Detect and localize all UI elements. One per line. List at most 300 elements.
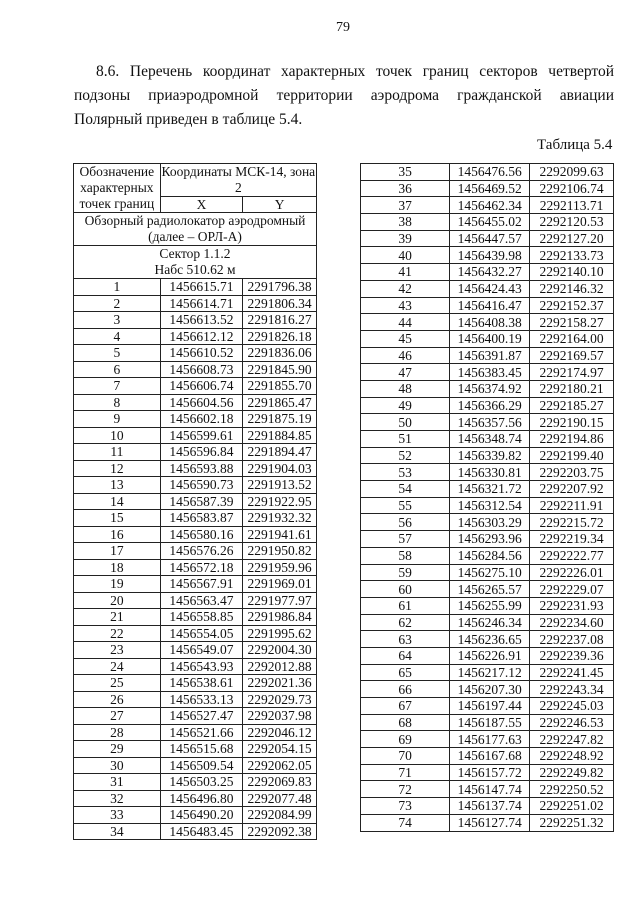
table-row [361,614,614,631]
cell-x: 1456567.91 [160,576,243,593]
table-row [74,345,317,362]
table-row [361,781,614,798]
cell-x: 1456490.20 [160,807,243,824]
cell-point: 52 [361,447,450,464]
cell-point: 47 [361,364,450,381]
cell-y: 2292190.15 [530,414,614,431]
table-row [74,394,317,411]
cell-point: 67 [361,698,450,715]
cell-point: 5 [74,345,161,362]
table-row [74,691,317,708]
table-row [361,731,614,748]
cell-x: 1456599.61 [160,427,243,444]
cell-x: 1456503.25 [160,774,243,791]
cell-point: 51 [361,431,450,448]
cell-point: 29 [74,741,161,758]
cell-x: 1456558.85 [160,609,243,626]
cell-y: 2291836.06 [243,345,317,362]
table-row [361,247,614,264]
table-row [361,531,614,548]
cell-x: 1456469.52 [450,180,530,197]
cell-y: 2292219.34 [530,531,614,548]
cell-point: 19 [74,576,161,593]
cell-point: 10 [74,427,161,444]
cell-y: 2292099.63 [530,164,614,181]
cell-y: 2292194.86 [530,431,614,448]
cell-x: 1456538.61 [160,675,243,692]
cell-y: 2292246.53 [530,714,614,731]
table-row [361,264,614,281]
cell-x: 1456321.72 [450,481,530,498]
cell-x: 1456602.18 [160,411,243,428]
cell-point: 2 [74,295,161,312]
cell-x: 1456303.29 [450,514,530,531]
cell-point: 35 [361,164,450,181]
cell-y: 2291845.90 [243,361,317,378]
cell-point: 21 [74,609,161,626]
table-caption: Таблица 5.4 [537,137,613,153]
cell-y: 2292069.83 [243,774,317,791]
table-row [361,631,614,648]
cell-x: 1456613.52 [160,312,243,329]
table-row [361,347,614,364]
cell-x: 1456554.05 [160,625,243,642]
cell-x: 1456177.63 [450,731,530,748]
object-name: Обзорный радиолокатор аэродромный (далее – ОРЛ-А) [74,213,317,246]
cell-point: 37 [361,197,450,214]
cell-x: 1456207.30 [450,681,530,698]
cell-point: 71 [361,764,450,781]
cell-y: 2291977.97 [243,592,317,609]
cell-y: 2292174.97 [530,364,614,381]
header-coordinates: Координаты МСК-14, зона 2 [161,164,316,195]
cell-point: 57 [361,531,450,548]
cell-y: 2292222.77 [530,547,614,564]
cell-y: 2292215.72 [530,514,614,531]
cell-point: 43 [361,297,450,314]
cell-x: 1456610.52 [160,345,243,362]
cell-x: 1456157.72 [450,764,530,781]
cell-y: 2292146.32 [530,280,614,297]
cell-x: 1456593.88 [160,460,243,477]
cell-point: 64 [361,647,450,664]
table-row [74,279,317,296]
cell-y: 2292226.01 [530,564,614,581]
table-row [74,543,317,560]
sector-info [74,246,317,279]
cell-point: 66 [361,681,450,698]
table-row [74,774,317,791]
cell-y: 2292245.03 [530,698,614,715]
cell-point: 14 [74,493,161,510]
cell-point: 31 [74,774,161,791]
cell-y: 2291941.61 [243,526,317,543]
cell-y: 2291932.32 [243,510,317,527]
cell-point: 13 [74,477,161,494]
header-x: X [160,197,243,213]
table-row [74,493,317,510]
table-row [361,280,614,297]
cell-y: 2292251.02 [530,798,614,815]
cell-y: 2291969.01 [243,576,317,593]
cell-point: 38 [361,214,450,231]
cell-point: 58 [361,547,450,564]
cell-y: 2292241.45 [530,664,614,681]
cell-x: 1456612.12 [160,328,243,345]
cell-x: 1456348.74 [450,431,530,448]
table-row [361,431,614,448]
cell-x: 1456400.19 [450,330,530,347]
cell-y: 2292106.74 [530,180,614,197]
cell-y: 2292092.38 [243,823,317,840]
table-row [74,757,317,774]
table-row [361,397,614,414]
cell-x: 1456455.02 [450,214,530,231]
cell-x: 1456167.68 [450,748,530,765]
table-row [361,564,614,581]
cell-y: 2292248.92 [530,748,614,765]
cell-y: 2291826.18 [243,328,317,345]
cell-point: 26 [74,691,161,708]
cell-y: 2292239.36 [530,647,614,664]
cell-point: 28 [74,724,161,741]
cell-x: 1456339.82 [450,447,530,464]
table-row [74,510,317,527]
table-row [361,464,614,481]
cell-x: 1456527.47 [160,708,243,725]
coordinates-table-right [360,163,614,832]
table-row [361,514,614,531]
table-row [361,681,614,698]
cell-x: 1456187.55 [450,714,530,731]
cell-point: 61 [361,597,450,614]
cell-point: 8 [74,394,161,411]
cell-x: 1456330.81 [450,464,530,481]
table-row [361,814,614,831]
cell-y: 2291894.47 [243,444,317,461]
table-row [361,647,614,664]
cell-x: 1456515.68 [160,741,243,758]
cell-point: 74 [361,814,450,831]
table-row [361,748,614,765]
table-row [361,581,614,598]
table-row [74,444,317,461]
cell-point: 9 [74,411,161,428]
table-row [361,297,614,314]
table-row [74,378,317,395]
cell-y: 2292158.27 [530,314,614,331]
cell-x: 1456424.43 [450,280,530,297]
cell-x: 1456606.74 [160,378,243,395]
cell-x: 1456255.99 [450,597,530,614]
cell-point: 17 [74,543,161,560]
cell-y: 2291865.47 [243,394,317,411]
cell-y: 2292207.92 [530,481,614,498]
cell-x: 1456217.12 [450,664,530,681]
cell-y: 2292237.08 [530,631,614,648]
cell-point: 41 [361,264,450,281]
cell-y: 2292133.73 [530,247,614,264]
cell-point: 69 [361,731,450,748]
cell-x: 1456236.65 [450,631,530,648]
cell-y: 2292199.40 [530,447,614,464]
table-row [361,481,614,498]
table-row [74,361,317,378]
cell-point: 11 [74,444,161,461]
sector-label: Сектор 1.1.2 [159,246,231,261]
cell-y: 2292203.75 [530,464,614,481]
cell-y: 2291986.84 [243,609,317,626]
cell-point: 6 [74,361,161,378]
cell-y: 2292231.93 [530,597,614,614]
cell-y: 2292127.20 [530,230,614,247]
cell-y: 2292084.99 [243,807,317,824]
cell-y: 2292251.32 [530,814,614,831]
cell-point: 46 [361,347,450,364]
table-row [361,330,614,347]
cell-y: 2292054.15 [243,741,317,758]
cell-y: 2292140.10 [530,264,614,281]
cell-point: 20 [74,592,161,609]
cell-point: 59 [361,564,450,581]
table-row [74,295,317,312]
coordinates-table-left [73,163,317,840]
cell-point: 68 [361,714,450,731]
cell-point: 1 [74,279,161,296]
cell-y: 2291904.03 [243,460,317,477]
table-row [74,526,317,543]
cell-y: 2292211.91 [530,497,614,514]
cell-y: 2291913.52 [243,477,317,494]
table-row [361,214,614,231]
cell-y: 2292062.05 [243,757,317,774]
cell-point: 16 [74,526,161,543]
cell-point: 22 [74,625,161,642]
table-row [74,411,317,428]
cell-x: 1456462.34 [450,197,530,214]
cell-y: 2292164.00 [530,330,614,347]
cell-x: 1456312.54 [450,497,530,514]
cell-point: 54 [361,481,450,498]
cell-x: 1456543.93 [160,658,243,675]
cell-point: 60 [361,581,450,598]
table-row [74,576,317,593]
cell-x: 1456596.84 [160,444,243,461]
cell-x: 1456533.13 [160,691,243,708]
cell-x: 1456357.56 [450,414,530,431]
table-row [361,714,614,731]
table-row [74,807,317,824]
cell-point: 39 [361,230,450,247]
cell-x: 1456127.74 [450,814,530,831]
table-row [361,664,614,681]
cell-y: 2291875.19 [243,411,317,428]
height-label: Набс 510.62 м [154,262,236,277]
cell-x: 1456246.34 [450,614,530,631]
cell-y: 2291959.96 [243,559,317,576]
table-row [361,180,614,197]
header-y: Y [243,197,317,213]
cell-y: 2292120.53 [530,214,614,231]
cell-y: 2292037.98 [243,708,317,725]
cell-point: 62 [361,614,450,631]
table-row [74,708,317,725]
cell-point: 63 [361,631,450,648]
cell-x: 1456265.57 [450,581,530,598]
table-row [74,477,317,494]
cell-x: 1456483.45 [160,823,243,840]
cell-x: 1456447.57 [450,230,530,247]
cell-point: 15 [74,510,161,527]
cell-point: 40 [361,247,450,264]
table-row [361,414,614,431]
table-row [74,609,317,626]
cell-point: 30 [74,757,161,774]
cell-x: 1456293.96 [450,531,530,548]
cell-point: 7 [74,378,161,395]
cell-y: 2292152.37 [530,297,614,314]
cell-x: 1456476.56 [450,164,530,181]
cell-y: 2292077.48 [243,790,317,807]
cell-x: 1456563.47 [160,592,243,609]
table-row [361,164,614,181]
table-row [74,625,317,642]
table-row [74,741,317,758]
cell-x: 1456147.74 [450,781,530,798]
cell-point: 56 [361,514,450,531]
table-row [74,427,317,444]
cell-y: 2291816.27 [243,312,317,329]
cell-y: 2292021.36 [243,675,317,692]
cell-point: 53 [361,464,450,481]
cell-x: 1456604.56 [160,394,243,411]
table-row [361,364,614,381]
cell-point: 18 [74,559,161,576]
page-number: 79 [336,20,350,35]
table-row [74,724,317,741]
cell-point: 73 [361,798,450,815]
cell-x: 1456284.56 [450,547,530,564]
cell-point: 23 [74,642,161,659]
table-row [74,312,317,329]
cell-x: 1456587.39 [160,493,243,510]
table-row [74,328,317,345]
cell-x: 1456226.91 [450,647,530,664]
table-row [74,658,317,675]
cell-x: 1456549.07 [160,642,243,659]
table-row [74,460,317,477]
table-row [74,559,317,576]
cell-x: 1456408.38 [450,314,530,331]
table-row [361,197,614,214]
cell-x: 1456432.27 [450,264,530,281]
cell-point: 50 [361,414,450,431]
cell-point: 44 [361,314,450,331]
cell-y: 2291796.38 [243,279,317,296]
cell-point: 55 [361,497,450,514]
table-row [361,597,614,614]
cell-x: 1456614.71 [160,295,243,312]
cell-point: 27 [74,708,161,725]
cell-y: 2292029.73 [243,691,317,708]
cell-y: 2292243.34 [530,681,614,698]
cell-x: 1456509.54 [160,757,243,774]
table-row [361,764,614,781]
cell-y: 2291884.85 [243,427,317,444]
cell-y: 2292249.82 [530,764,614,781]
cell-y: 2292247.82 [530,731,614,748]
cell-x: 1456583.87 [160,510,243,527]
cell-point: 42 [361,280,450,297]
cell-x: 1456391.87 [450,347,530,364]
cell-x: 1456496.80 [160,790,243,807]
cell-y: 2292113.71 [530,197,614,214]
cell-point: 24 [74,658,161,675]
cell-y: 2292180.21 [530,380,614,397]
cell-point: 45 [361,330,450,347]
table-row [74,642,317,659]
cell-x: 1456374.92 [450,380,530,397]
table-row [361,380,614,397]
cell-x: 1456383.45 [450,364,530,381]
cell-point: 70 [361,748,450,765]
cell-y: 2292185.27 [530,397,614,414]
cell-point: 12 [74,460,161,477]
cell-point: 25 [74,675,161,692]
cell-y: 2292250.52 [530,781,614,798]
cell-point: 34 [74,823,161,840]
cell-point: 33 [74,807,161,824]
cell-y: 2291806.34 [243,295,317,312]
cell-x: 1456197.44 [450,698,530,715]
cell-x: 1456580.16 [160,526,243,543]
table-row [361,497,614,514]
cell-x: 1456137.74 [450,798,530,815]
cell-point: 3 [74,312,161,329]
cell-y: 2292046.12 [243,724,317,741]
cell-y: 2292169.57 [530,347,614,364]
cell-y: 2292004.30 [243,642,317,659]
cell-x: 1456366.29 [450,397,530,414]
cell-point: 4 [74,328,161,345]
cell-point: 72 [361,781,450,798]
table-row [74,790,317,807]
cell-x: 1456439.98 [450,247,530,264]
cell-point: 65 [361,664,450,681]
cell-y: 2292234.60 [530,614,614,631]
cell-y: 2292229.07 [530,581,614,598]
table-row [361,798,614,815]
cell-x: 1456275.10 [450,564,530,581]
cell-y: 2291855.70 [243,378,317,395]
table-row [74,675,317,692]
section-paragraph: 8.6. Перечень координат характерных точек границ секторов четвертой подзоны приаэродромной территории аэродрома гражданской авиации Полярный приведен в таблице 5.4. [74,63,614,128]
cell-point: 36 [361,180,450,197]
table-row [74,592,317,609]
table-row [361,447,614,464]
cell-y: 2291950.82 [243,543,317,560]
cell-x: 1456608.73 [160,361,243,378]
cell-x: 1456416.47 [450,297,530,314]
cell-y: 2291995.62 [243,625,317,642]
cell-point: 48 [361,380,450,397]
cell-x: 1456576.26 [160,543,243,560]
table-row [361,230,614,247]
cell-x: 1456572.18 [160,559,243,576]
table-row [361,547,614,564]
table-row [361,698,614,715]
cell-x: 1456521.66 [160,724,243,741]
